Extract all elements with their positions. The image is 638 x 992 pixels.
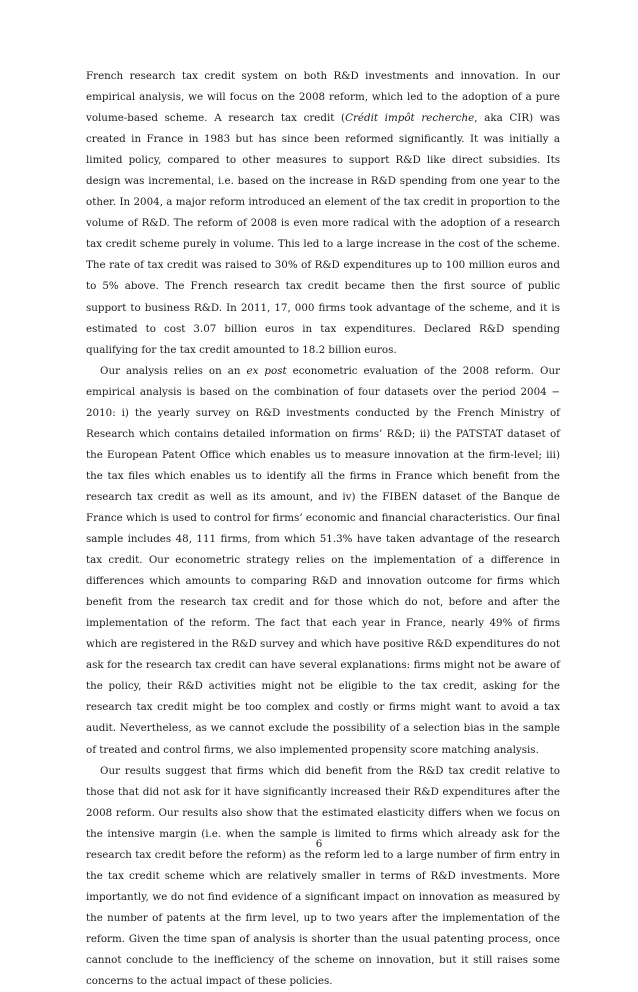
- paragraph-text: , aka CIR) was created in France in 1983 but has since been reformed significantly. It was initially a limited policy, compared to other measures to support R&D like direct subsidies. Its design was incremental, i.e. based on the increase in R&D spending from one year to the other. In 2004, a major reform introduced an element of the tax credit in proportion to the volume of R&D. The reform of 2008 is even more radical with the adoption of a research tax credit scheme purely in volume. This led to a large increase in the cost of the scheme. The rate of tax credit was raised to 30% of R&D expenditures up to 100 million euros and to 5% above. The French research tax credit became then the first source of public support to business R&D. In 2011, 17, 000 firms took advantage of the scheme, and it is estimated to cost 3.07 billion euros in tax expenditures. Declared R&D spending qualifying for the tax credit amounted to 18.2 billion euros.: [86, 112, 561, 356]
- paragraph-italic-text: Crédit impôt recherche: [345, 112, 475, 125]
- paragraph-text: Our results suggest that firms which did benefit from the R&D tax credit relative to those that did not ask for it have significantly increased their R&D expenditures after the 2008 reform. Our results also show that the estimated elasticity differs when we focus on the intensive margin (i.e. when the sample is limited to firms which already ask for the research tax credit before the reform) as the reform led to a large number of firm entry in the tax credit scheme which are relatively smaller in terms of R&D investments. More importantly, we do not find evidence of a significant impact on innovation as measured by the number of patents at the firm level, up to two years after the implementation of the reform. Given the time span of analysis is shorter than the usual patenting process, once cannot conclude to the inefficiency of the scheme on innovation, but it still raises some concerns to the actual impact of these policies.: [86, 764, 560, 988]
- paragraph-analysis-data: [86, 361, 560, 761]
- paragraph-text: econometric evaluation of the 2008 reform. Our empirical analysis is based on the combination of four datasets over the period 2004 − 2010: i) the yearly survey on R&D investments conducted by the French Ministry of Research which contains detailed information on firms’ R&D; ii) the PATSTAT dataset of the European Patent Office which enables us to measure innovation at the firm-level; iii) the tax files which enables us to identify all the firms in France which benefit from the research tax credit as well as its amount, and iv) the FIBEN dataset of the Banque de France which is used to control for firms’ economic and financial characteristics. Our final sample includes 48, 111 firms, from which 51.3% have taken advantage of the research tax credit. Our econometric strategy relies on the implementation of a difference in differences which amounts to comparing R&D and innovation outcome for firms which benefit from the research tax credit and for those which do not, before and after the implementation of the reform. The fact that each year in France, nearly 49% of firms which are registered in the R&D survey and which have positive R&D expenditures do not ask for the research tax credit can have several explanations: firms might not be aware of the policy, their R&D activities might not be eligible to the tax credit, asking for the research tax credit might be too complex and costly or firms might want to avoid a tax audit. Nevertheless, as we cannot exclude the possibility of a selection bias in the sample of treated and control firms, we also implemented propensity score matching analysis.: [86, 364, 561, 756]
- paragraph-cir-background: [86, 66, 560, 361]
- paragraph-text: French research tax credit system on both R&D investments and innovation. In our empirical analysis, we will focus on the 2008 reform, which led to the adoption of a pure volume-based scheme. A research tax credit (: [86, 70, 560, 125]
- paragraph-results: [86, 761, 560, 992]
- page-body: [86, 66, 560, 992]
- paragraph-italic-text: ex post: [246, 364, 287, 377]
- paragraph-text: Our analysis relies on an: [100, 364, 247, 377]
- page-number: 6: [315, 838, 323, 850]
